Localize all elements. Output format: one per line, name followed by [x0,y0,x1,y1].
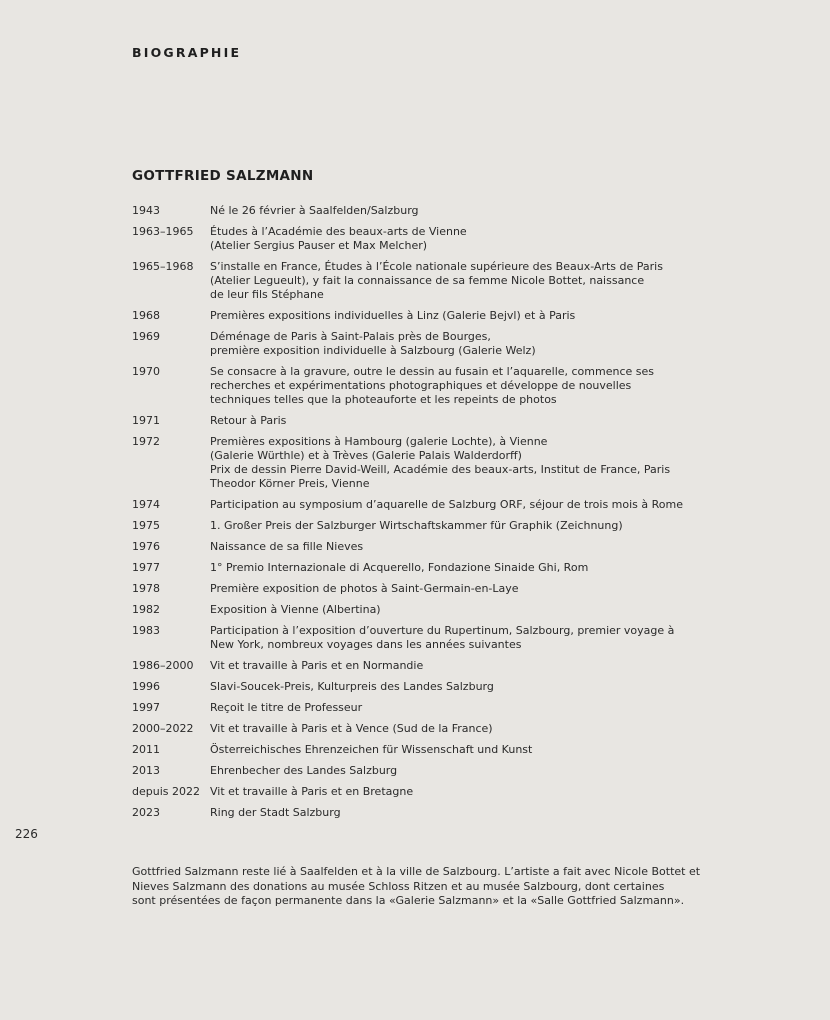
timeline-text: Vit et travaille à Paris et en Bretagne [210,785,414,798]
timeline-year: 1986–2000 [132,659,194,672]
timeline-text: Ring der Stadt Salzburg [210,806,341,819]
timeline-row [132,561,732,575]
timeline-year: 1983 [132,624,160,637]
timeline-row [132,365,732,407]
timeline-text: Slavi-Soucek-Preis, Kulturpreis des Landes Salzburg [210,680,494,693]
timeline-text: Participation à l’exposition d’ouverture du Rupertinum, Salzbourg, premier voyage à New York, nombreux voyages dans les années suivantes [210,624,675,651]
timeline-row [132,624,732,652]
timeline-row [132,204,732,218]
timeline-text: Vit et travaille à Paris et à Vence (Sud de la France) [210,722,493,735]
timeline-row [132,743,732,757]
timeline-row [132,785,732,799]
timeline-year: 2000–2022 [132,722,194,735]
timeline-row [132,435,732,491]
timeline-year: 1982 [132,603,160,616]
timeline-row [132,309,732,323]
timeline-year: 1996 [132,680,160,693]
timeline-year: 1969 [132,330,160,343]
timeline-year: 2023 [132,806,160,819]
timeline-row [132,764,732,778]
timeline-text: Première exposition de photos à Saint-Germain-en-Laye [210,582,519,595]
timeline-row [132,225,732,253]
timeline-year: 1968 [132,309,160,322]
timeline-text: S’installe en France, Études à l’École nationale supérieure des Beaux-Arts de Paris (Atelier Legueult), y fait la connaissance de sa femme Nicole Bottet, naissance de leur fils Stéphane [210,260,663,301]
timeline-row [132,260,732,302]
biography-timeline [132,204,732,827]
timeline-year: depuis 2022 [132,785,200,798]
timeline-row [132,680,732,694]
timeline-year: 1975 [132,519,160,532]
timeline-row [132,582,732,596]
timeline-row [132,603,732,617]
timeline-text: Österreichisches Ehrenzeichen für Wissenschaft und Kunst [210,743,533,756]
timeline-row [132,701,732,715]
timeline-year: 1974 [132,498,160,511]
timeline-year: 1972 [132,435,160,448]
timeline-row [132,806,732,820]
page-number: 226 [15,827,38,841]
timeline-row [132,519,732,533]
timeline-year: 1965–1968 [132,260,194,273]
timeline-text: Reçoit le titre de Professeur [210,701,363,714]
artist-name-heading: GOTTFRIED SALZMANN [132,168,314,184]
timeline-year: 1976 [132,540,160,553]
timeline-row [132,498,732,512]
timeline-year: 1970 [132,365,160,378]
timeline-year: 2013 [132,764,160,777]
timeline-year: 1997 [132,701,160,714]
timeline-text: Se consacre à la gravure, outre le dessin au fusain et l’aquarelle, commence ses recherches et expérimentations photographiques et développe de nouvelles techniques telles que la photeauforte et les repeints de photos [210,365,655,406]
timeline-text: Premières expositions à Hambourg (galerie Lochte), à Vienne (Galerie Würthle) et à Trèves (Galerie Palais Walderdorff) Prix de dessin Pierre David-Weill, Académie des beaux-arts, Institut de France, Paris Theodor Körner Preis, Vienne [210,435,671,490]
timeline-row [132,330,732,358]
timeline-text: Participation au symposium d’aquarelle de Salzburg ORF, séjour de trois mois à Rome [210,498,683,511]
timeline-text: Né le 26 février à Saalfelden/Salzburg [210,204,419,217]
closing-paragraph: Gottfried Salzmann reste lié à Saalfelden et à la ville de Salzbourg. L’artiste a fait avec Nicole Bottet et Nieves Salzmann des donations au musée Schloss Ritzen et au musée Salzbourg, dont certaines sont présentées de façon permanente dans la «Galerie Salzmann» et la «Salle Gottfried Salzmann». [132,865,701,907]
timeline-year: 1943 [132,204,160,217]
timeline-text: Retour à Paris [210,414,287,427]
timeline-row [132,659,732,673]
timeline-text: Déménage de Paris à Saint-Palais près de Bourges, première exposition individuelle à Salzbourg (Galerie Welz) [210,330,536,357]
timeline-text: Ehrenbecher des Landes Salzburg [210,764,398,777]
timeline-text: Premières expositions individuelles à Linz (Galerie Bejvl) et à Paris [210,309,576,322]
timeline-text: 1. Großer Preis der Salzburger Wirtschaftskammer für Graphik (Zeichnung) [210,519,623,532]
timeline-text: Exposition à Vienne (Albertina) [210,603,381,616]
timeline-row [132,722,732,736]
timeline-row [132,414,732,428]
timeline-year: 1971 [132,414,160,427]
timeline-text: Vit et travaille à Paris et en Normandie [210,659,424,672]
timeline-year: 1963–1965 [132,225,194,238]
timeline-text: Études à l’Académie des beaux-arts de Vienne (Atelier Sergius Pauser et Max Melcher) [210,225,467,252]
timeline-year: 2011 [132,743,160,756]
timeline-text: 1° Premio Internazionale di Acquerello, Fondazione Sinaide Ghi, Rom [210,561,589,574]
timeline-year: 1978 [132,582,160,595]
section-title: BIOGRAPHIE [132,45,242,60]
timeline-text: Naissance de sa fille Nieves [210,540,364,553]
timeline-row [132,540,732,554]
timeline-year: 1977 [132,561,160,574]
